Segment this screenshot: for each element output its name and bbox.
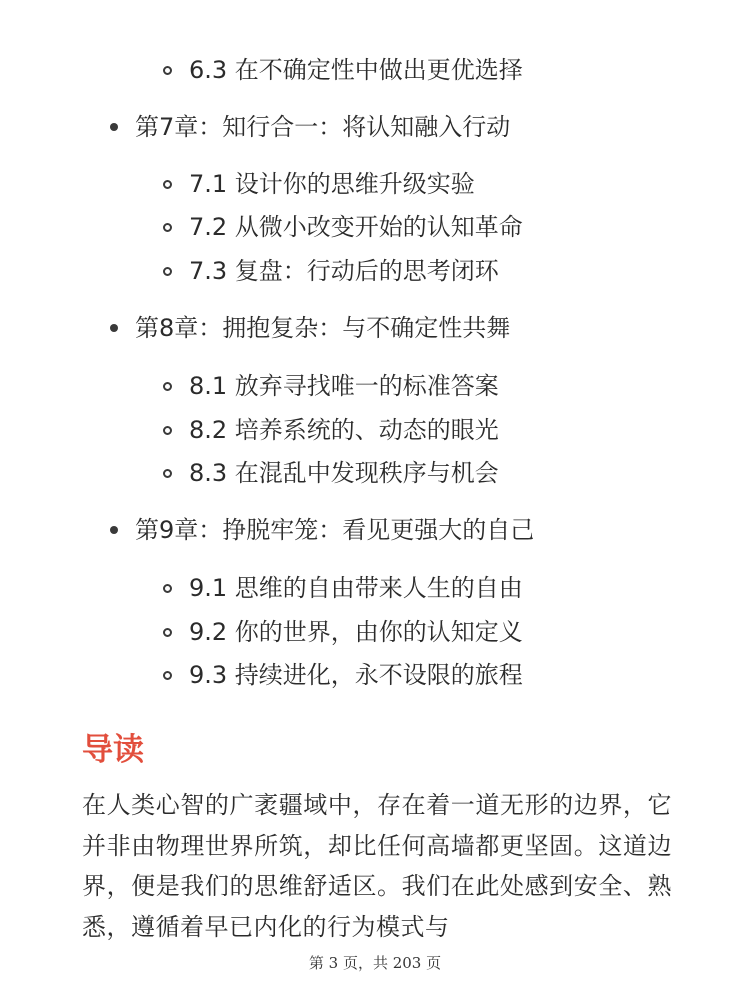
toc-sub-item[interactable] <box>163 50 523 90</box>
filled-dot-bullet-icon <box>110 324 118 332</box>
toc-item-label: 7.2 从微小改变开始的认知革命 <box>189 213 523 241</box>
toc-item-label: 第9章：挣脱牢笼：看见更强大的自己 <box>135 516 535 544</box>
page-footer: 第 3 页，共 203 页 <box>308 954 442 972</box>
hollow-circle-bullet-icon <box>163 469 172 478</box>
toc-item-label: 7.3 复盘：行动后的思考闭环 <box>189 257 499 285</box>
toc-item-label: 7.1 设计你的思维升级实验 <box>189 170 475 198</box>
toc-sub-item[interactable] <box>163 655 523 695</box>
toc-chapter-item[interactable] <box>110 107 510 147</box>
hollow-circle-bullet-icon <box>163 671 172 680</box>
toc-sub-item[interactable] <box>163 164 475 204</box>
toc-sub-item[interactable] <box>163 453 499 493</box>
toc-item-label: 9.2 你的世界，由你的认知定义 <box>189 618 523 646</box>
filled-dot-bullet-icon <box>110 526 118 534</box>
filled-dot-bullet-icon <box>110 123 118 131</box>
hollow-circle-bullet-icon <box>163 267 172 276</box>
toc-item-label: 第7章：知行合一：将认知融入行动 <box>135 113 511 141</box>
hollow-circle-bullet-icon <box>163 223 172 232</box>
toc-item-label: 8.2 培养系统的、动态的眼光 <box>189 416 499 444</box>
body-paragraph: 在人类心智的广袤疆域中，存在着一道无形的边界，它并非由物理世界所筑，却比任何高墙都更坚固。这道边界，便是我们的思维舒适区。我们在此处感到安全、熟悉，遵循着早已内化的行为模式与 <box>82 791 672 941</box>
toc-sub-item[interactable] <box>163 568 523 608</box>
toc-sub-item[interactable] <box>163 207 523 247</box>
toc-chapter-item[interactable] <box>110 510 534 550</box>
hollow-circle-bullet-icon <box>163 628 172 637</box>
toc-chapter-item[interactable] <box>110 308 510 348</box>
toc-item-label: 8.1 放弃寻找唯一的标准答案 <box>189 372 499 400</box>
toc-item-label: 第8章：拥抱复杂：与不确定性共舞 <box>135 314 511 342</box>
toc-sub-item[interactable] <box>163 251 499 291</box>
toc-item-label: 6.3 在不确定性中做出更优选择 <box>189 56 523 84</box>
hollow-circle-bullet-icon <box>163 382 172 391</box>
hollow-circle-bullet-icon <box>163 426 172 435</box>
toc-item-label: 9.1 思维的自由带来人生的自由 <box>189 574 523 602</box>
toc-sub-item[interactable] <box>163 366 499 406</box>
hollow-circle-bullet-icon <box>163 584 172 593</box>
toc-item-label: 9.3 持续进化，永不设限的旅程 <box>189 661 523 689</box>
toc-sub-item[interactable] <box>163 410 499 450</box>
hollow-circle-bullet-icon <box>163 66 172 75</box>
toc-sub-item[interactable] <box>163 612 523 652</box>
section-heading: 导读 <box>82 732 144 768</box>
toc-item-label: 8.3 在混乱中发现秩序与机会 <box>189 459 499 487</box>
hollow-circle-bullet-icon <box>163 180 172 189</box>
